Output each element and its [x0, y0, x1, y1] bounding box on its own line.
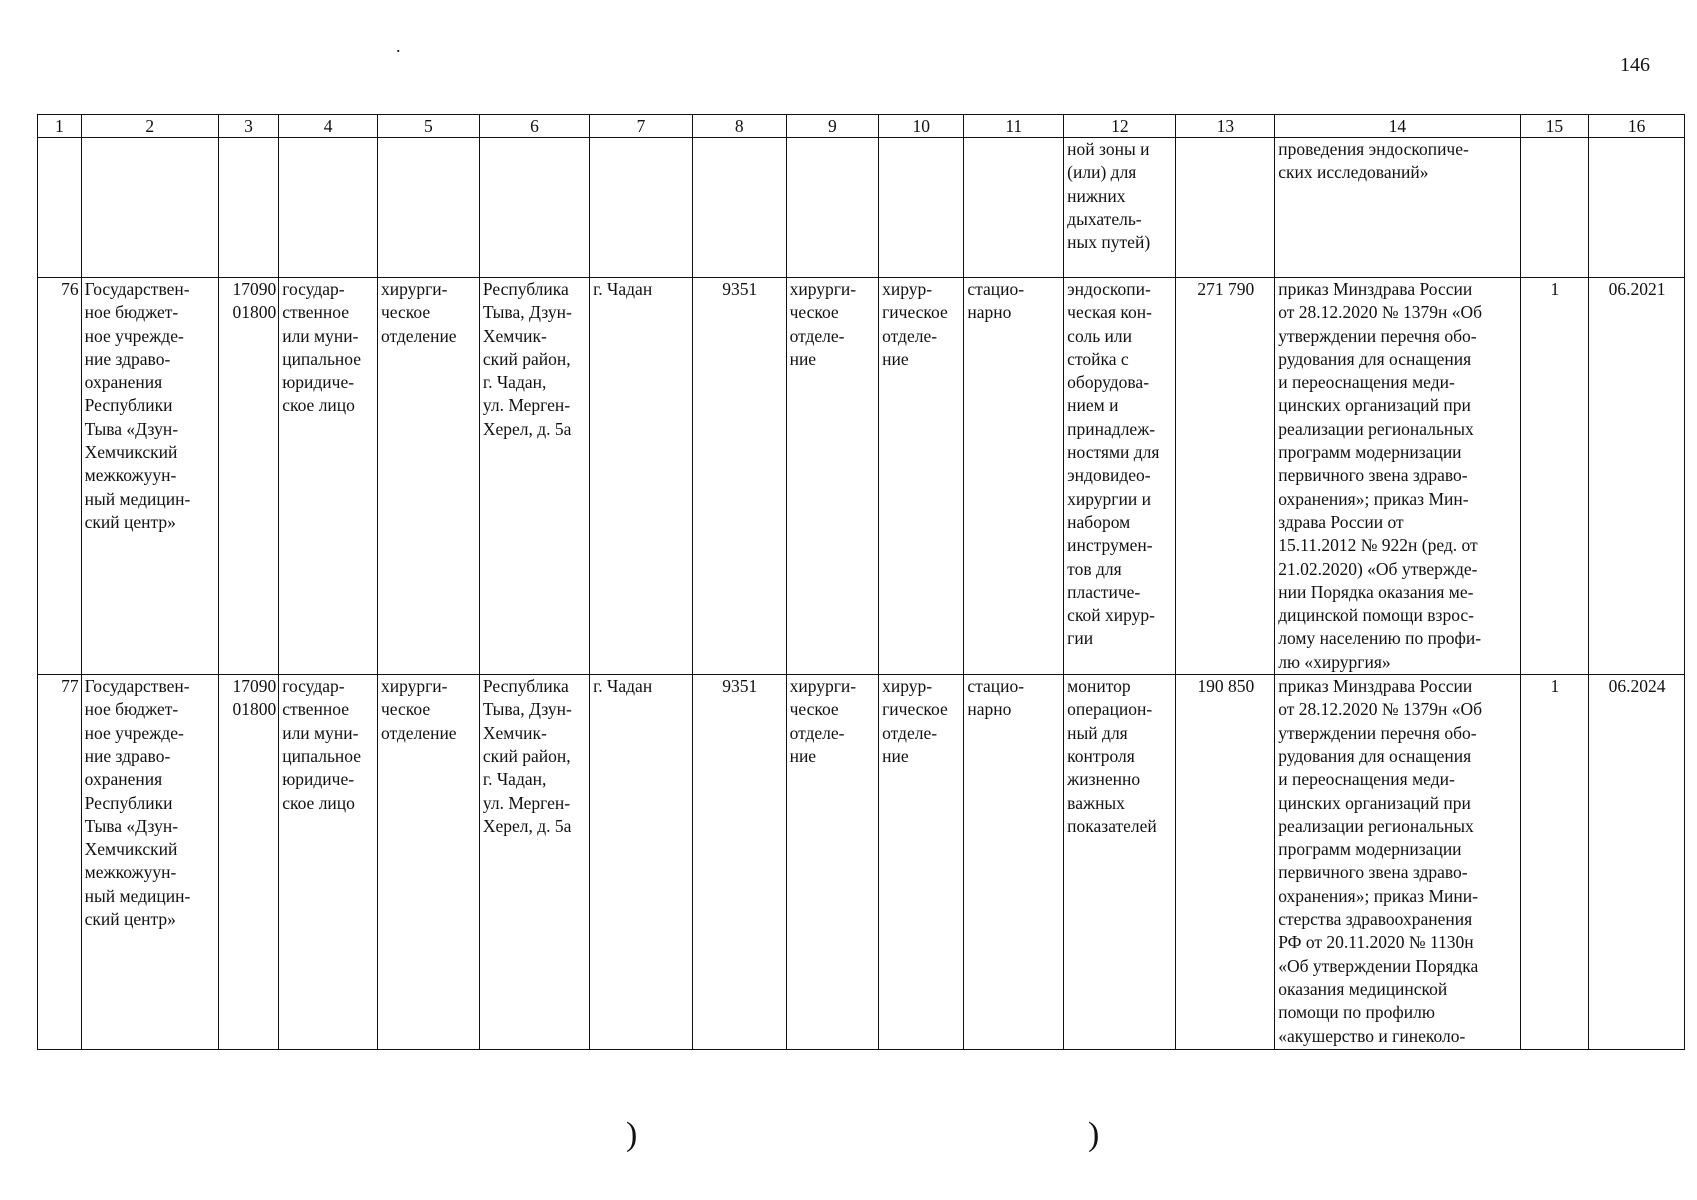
city-cell: г. Чадан	[590, 675, 693, 1050]
department-cell: хирурги- ческое отделе- ние	[786, 278, 879, 675]
department-cell: хирурги- ческое отделе- ние	[786, 675, 879, 1050]
mode-cell: стацио- нарно	[964, 278, 1064, 675]
price-cell: 271 790	[1176, 278, 1275, 675]
basis-cell: приказ Минздрава России от 28.12.2020 № 1379н «Об утверждении перечня обо- рудования для оснащения и переоснащения меди- цинских организаций при реализации региональных программ модернизации первичного звена здраво- охранения»; приказ Мини- стерства здравоохранения РФ от 20.11.2020 № 1130н «Об утверждении Порядка оказания медицинской помощи по профилю «акушерство и гинеколо-	[1275, 675, 1520, 1050]
value-cell: 9351	[693, 675, 787, 1050]
unit-cell: хирурги- ческое отделение	[377, 278, 479, 675]
page-number: 146	[1620, 54, 1650, 76]
quantity-cell: 1	[1520, 278, 1589, 675]
continuation-row	[38, 138, 1685, 278]
row-number: 76	[38, 278, 82, 675]
header-row	[38, 115, 1685, 138]
equipment-cell: монитор операцион- ный для контроля жизненно важных показателей	[1064, 675, 1176, 1050]
header-cell: 2	[81, 115, 218, 138]
header-cell: 15	[1520, 115, 1589, 138]
code-cell: 17090 01800	[218, 675, 278, 1050]
table-row	[38, 278, 1685, 675]
header-cell: 6	[479, 115, 589, 138]
legal-form-cell: государ- ственное или муни- ципальное юридиче- ское лицо	[279, 278, 378, 675]
organization-cell: Государствен- ное бюджет- ное учрежде- ние здраво- охранения Республики Тыва «Дзун- Хемчикский межкожуун- ный медицин- ский центр»	[81, 675, 218, 1050]
address-cell: Республика Тыва, Дзун- Хемчик- ский район, г. Чадан, ул. Мерген- Херел, д. 5а	[479, 278, 589, 675]
row-number: 77	[38, 675, 82, 1050]
header-cell: 4	[279, 115, 378, 138]
code-cell: 17090 01800	[218, 278, 278, 675]
header-cell: 14	[1275, 115, 1520, 138]
equipment-cell: эндоскопи- ческая кон- соль или стойка с оборудова- нием и принадлеж- ностями для эндовидео- хирургии и набором инструмен- тов для пластиче- ской хирур- гии	[1064, 278, 1176, 675]
date-cell: 06.2024	[1589, 675, 1685, 1050]
value-cell: 9351	[693, 278, 787, 675]
date-cell: 06.2021	[1589, 278, 1685, 675]
data-table	[37, 114, 1685, 1050]
scan-mark-left: )	[626, 1116, 638, 1153]
unit-cell: хирурги- ческое отделение	[377, 675, 479, 1050]
table-row	[38, 675, 1685, 1050]
department-cell: хирур- гическое отделе- ние	[879, 675, 964, 1050]
basis-cell: проведения эндоскопиче- ских исследований»	[1275, 138, 1520, 278]
stray-dot: .	[396, 36, 401, 56]
header-cell: 7	[590, 115, 693, 138]
header-cell: 16	[1589, 115, 1685, 138]
price-cell: 190 850	[1176, 675, 1275, 1050]
header-cell: 3	[218, 115, 278, 138]
header-cell: 5	[377, 115, 479, 138]
legal-form-cell: государ- ственное или муни- ципальное юридиче- ское лицо	[279, 675, 378, 1050]
organization-cell: Государствен- ное бюджет- ное учрежде- ние здраво- охранения Республики Тыва «Дзун- Хемчикский межкожуун- ный медицин- ский центр»	[81, 278, 218, 675]
equipment-cell: ной зоны и (или) для нижних дыхатель- ных путей)	[1064, 138, 1176, 278]
quantity-cell: 1	[1520, 675, 1589, 1050]
mode-cell: стацио- нарно	[964, 675, 1064, 1050]
header-cell: 8	[693, 115, 787, 138]
header-cell: 12	[1064, 115, 1176, 138]
header-cell: 10	[879, 115, 964, 138]
header-cell: 9	[786, 115, 879, 138]
basis-cell: приказ Минздрава России от 28.12.2020 № 1379н «Об утверждении перечня обо- рудования для оснащения и переоснащения меди- цинских организаций при реализации региональных программ модернизации первичного звена здраво- охранения»; приказ Мин- здрава России от 15.11.2012 № 922н (ред. от 21.02.2020) «Об утвержде- нии Порядка оказания ме- дицинской помощи взрос- лому населению по профи- лю «хирургия»	[1275, 278, 1520, 675]
address-cell: Республика Тыва, Дзун- Хемчик- ский район, г. Чадан, ул. Мерген- Херел, д. 5а	[479, 675, 589, 1050]
city-cell: г. Чадан	[590, 278, 693, 675]
header-cell: 13	[1176, 115, 1275, 138]
department-cell: хирур- гическое отделе- ние	[879, 278, 964, 675]
header-cell: 11	[964, 115, 1064, 138]
scan-mark-right: )	[1088, 1116, 1100, 1153]
header-cell: 1	[38, 115, 82, 138]
